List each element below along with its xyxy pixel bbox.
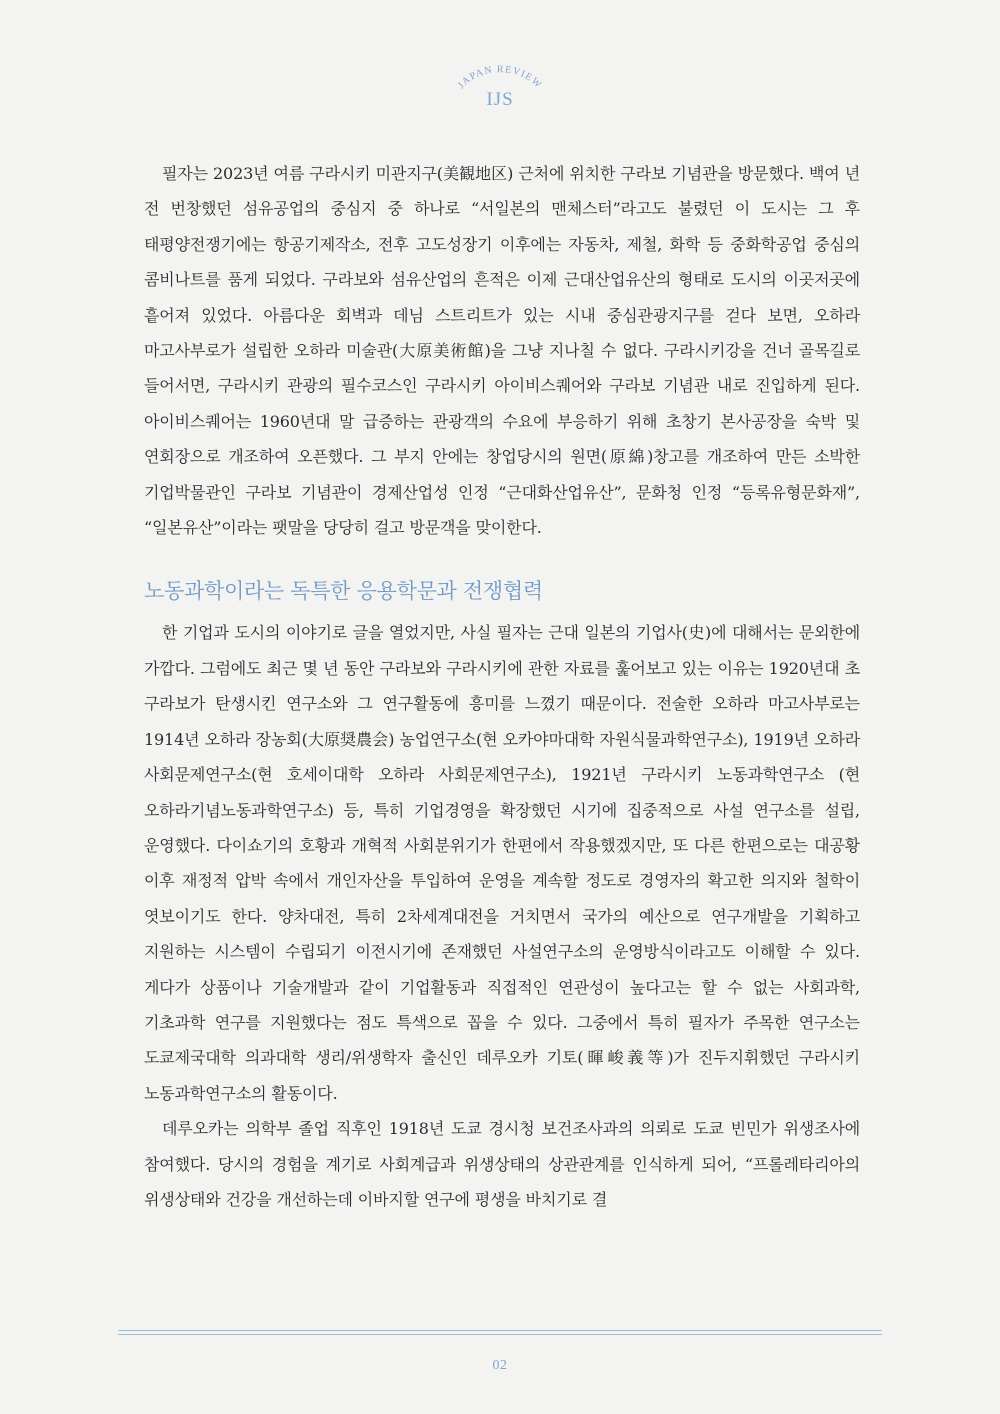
intro-paragraph: 필자는 2023년 여름 구라시키 미관지구(美観地区) 근처에 위치한 구라보 기념관을 방문했다. 백여 년 전 번창했던 섬유공업의 중심지 중 하나로 “서일본의 맨체스터”라고도 불렸던 이 도시는 그 후 태평양전쟁기에는 항공기제작소, 전후 고도성장기 이후에는 자동차, 제철, 화학 등 중화학공업 중심의 콤비나트를 품게 되었다. 구라보와 섬유산업의 흔적은 이제 근대산업유산의 형태로 도시의 이곳저곳에 흩어져 있었다. 아름다운 회벽과 데님 스트리트가 있는 시내 중심관광지구를 걷다 보면, 오하라 마고사부로가 설립한 오하라 미술관(大原美術館)을 그냥 지나칠 수 없다. 구라시키강을 건너 골목길로 들어서면, 구라시키 관광의 필수코스인 구라시키 아이비스퀘어와 구라보 기념관 내로 진입하게 된다. 아이비스퀘어는 1960년대 말 급증하는 관광객의 수요에 부응하기 위해 초창기 본사공장을 숙박 및 연회장으로 개조하여 오픈했다. 그 부지 안에는 창업당시의 원면(原綿)창고를 개조하여 만든 소박한 기업박물관인 구라보 기념관이 경제산업성 인정 “근대화산업유산”, 문화청 인정 “등록유형문화재”, “일본유산”이라는 팻말을 당당히 걸고 방문객을 맞이한다. [144,164,860,538]
section-paragraph: 한 기업과 도시의 이야기로 글을 열었지만, 사실 필자는 근대 일본의 기업사(史)에 대해서는 문외한에 가깝다. 그럼에도 최근 몇 년 동안 구라보와 구라시키에 관한 자료를 훑어보고 있는 이유는 1920년대 초 구라보가 탄생시킨 연구소와 그 연구활동에 흥미를 느꼈기 때문이다. 전술한 오하라 마고사부로는 1914년 오하라 장농회(大原奨農会) 농업연구소(현 오카야마대학 자원식물과학연구소), 1919년 오하라 사회문제연구소(현 호세이대학 오하라 사회문제연구소), 1921년 구라시키 노동과학연구소 (현 오하라기념노동과학연구소) 등, 특히 기업경영을 확장했던 시기에 집중적으로 사설 연구소를 설립, 운영했다. 다이쇼기의 호황과 개혁적 사회분위기가 한편에서 작용했겠지만, 또 다른 한편으로는 대공황 이후 재정적 압박 속에서 개인자산을 투입하여 운영을 계속할 정도로 경영자의 확고한 의지와 철학이 엿보이기도 한다. 양차대전, 특히 2차세계대전을 거치면서 국가의 예산으로 연구개발을 기획하고 지원하는 시스템이 수립되기 이전시기에 존재했던 사설연구소의 운영방식이라고도 이해할 수 있다. 게다가 상품이나 기술개발과 같이 기업활동과 직접적인 연관성이 높다고는 할 수 없는 사회과학, 기초과학 연구를 지원했다는 점도 특색으로 꼽을 수 있다. 그중에서 특히 필자가 주목한 연구소는 도쿄제국대학 의과대학 생리/위생학자 출신인 데루오카 기토(暉峻義等)가 진두지휘했던 구라시키 노동과학연구소의 활동이다. [144,623,860,1103]
article-body [144,156,860,1217]
page-number: 02 [492,1358,508,1373]
section-heading: 노동과학이라는 독특한 응용학문과 전쟁협력 [144,579,543,604]
logo-arc-text: JAPAN REVIEW [455,64,545,92]
journal-logo [440,62,560,118]
logo-initials: IJS [486,89,514,110]
section-paragraph: 데루오카는 의학부 졸업 직후인 1918년 도쿄 경시청 보건조사과의 의뢰로 도쿄 빈민가 위생조사에 참여했다. 당시의 경험을 계기로 사회계급과 위생상태의 상관관계를 인식하게 되어, “프롤레타리아의 위생상태와 건강을 개선하는데 이바지할 연구에 평생을 바치기로 결 [144,1119,860,1209]
logo-mark [440,62,560,118]
footer-divider [118,1330,882,1335]
